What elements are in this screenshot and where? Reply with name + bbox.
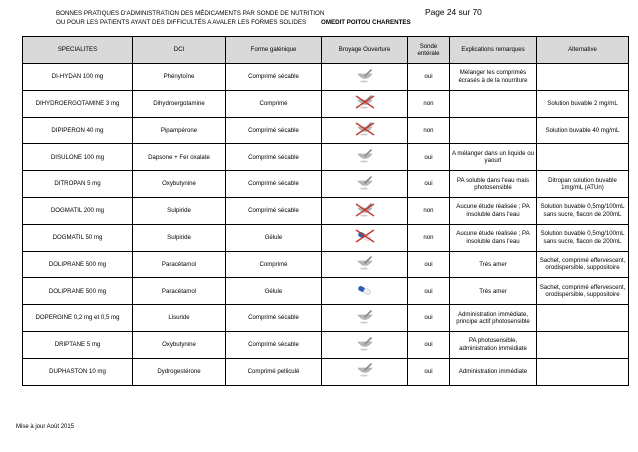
cell-broyage — [322, 331, 408, 358]
mortar-icon — [355, 363, 375, 379]
cell-forme: Comprimé pelliculé — [226, 358, 322, 385]
cell-specialite: DRIPTANE 5 mg — [23, 331, 133, 358]
table-row — [23, 305, 629, 332]
cell-alternative — [537, 144, 629, 171]
cell-specialite: DOGMATIL 50 mg — [23, 224, 133, 251]
cell-broyage — [322, 144, 408, 171]
crossed-mortar-icon — [355, 122, 375, 138]
cell-forme: Comprimé sécable — [226, 305, 322, 332]
table-header-row — [23, 37, 629, 64]
mortar-icon — [355, 149, 375, 165]
cell-explication — [450, 90, 537, 117]
cell-specialite: DOPERGINE 0,2 mg et 0,5 mg — [23, 305, 133, 332]
cell-specialite: DITROPAN 5 mg — [23, 171, 133, 198]
cell-alternative — [537, 64, 629, 91]
cell-broyage — [322, 358, 408, 385]
cell-sonde: non — [408, 90, 450, 117]
document-title-line-2: OU POUR LES PATIENTS AYANT DES DIFFICULTÉS A AVALER LES FORMES SOLIDES — [56, 19, 307, 26]
table-row — [23, 117, 629, 144]
cell-sonde: oui — [408, 64, 450, 91]
cell-explication: Très amer — [450, 251, 537, 278]
table-body — [23, 64, 629, 386]
cell-sonde: oui — [408, 278, 450, 305]
table-row — [23, 171, 629, 198]
cell-sonde: non — [408, 224, 450, 251]
column-header: DCI — [133, 37, 226, 64]
cell-forme: Gélule — [226, 224, 322, 251]
medication-table — [22, 36, 629, 386]
table-row — [23, 144, 629, 171]
cell-explication — [450, 117, 537, 144]
cell-specialite: DISULONE 100 mg — [23, 144, 133, 171]
table-row — [23, 64, 629, 91]
column-header: Forme galénique — [226, 37, 322, 64]
cell-broyage — [322, 90, 408, 117]
cell-alternative: Solution buvable 0,5mg/100mL sans sucre, flacon de 200mL — [537, 197, 629, 224]
cell-broyage — [322, 171, 408, 198]
cell-alternative — [537, 358, 629, 385]
cell-explication: Très amer — [450, 278, 537, 305]
cell-dci: Sulpiride — [133, 224, 226, 251]
cell-dci: Paracétamol — [133, 251, 226, 278]
crossed-mortar-icon — [355, 95, 375, 111]
cell-broyage — [322, 197, 408, 224]
cell-explication: Aucune étude réalisée ; PA insoluble dans l'eau — [450, 224, 537, 251]
cell-sonde: non — [408, 117, 450, 144]
cell-forme: Comprimé sécable — [226, 144, 322, 171]
cell-specialite: DUPHASTON 10 mg — [23, 358, 133, 385]
mortar-icon — [355, 176, 375, 192]
cell-explication: Mélanger les comprimés écrasés à de la nourriture — [450, 64, 537, 91]
cell-forme: Comprimé sécable — [226, 171, 322, 198]
cell-specialite: DOGMATIL 200 mg — [23, 197, 133, 224]
cell-dci: Dydrogestérone — [133, 358, 226, 385]
cell-broyage — [322, 251, 408, 278]
table-row — [23, 197, 629, 224]
column-header: Sonde entérale — [408, 37, 450, 64]
crossed-mortar-icon — [355, 203, 375, 219]
cell-explication: Aucune étude réalisée ; PA insoluble dans l'eau — [450, 197, 537, 224]
cell-sonde: oui — [408, 305, 450, 332]
cell-sonde: oui — [408, 358, 450, 385]
table-row — [23, 90, 629, 117]
cell-explication: Administration immédiate — [450, 358, 537, 385]
cell-dci: Dihydroergotamine — [133, 90, 226, 117]
table-row — [23, 224, 629, 251]
cell-specialite: DI-HYDAN 100 mg — [23, 64, 133, 91]
cell-broyage — [322, 305, 408, 332]
cell-alternative: Solution buvable 0,5mg/100mL sans sucre, flacon de 200mL — [537, 224, 629, 251]
cell-forme: Comprimé — [226, 90, 322, 117]
document-title-line-1: BONNES PRATIQUES D'ADMINISTRATION DES MÉDICAMENTS PAR SONDE DE NUTRITION — [56, 10, 325, 17]
cell-specialite: DOLIPRANE 500 mg — [23, 278, 133, 305]
cell-alternative: Solution buvable 40 mg/mL — [537, 117, 629, 144]
cell-dci: Sulpiride — [133, 197, 226, 224]
cell-alternative: Sachet, comprimé effervescent, orodispersible, suppositoire — [537, 251, 629, 278]
cell-alternative: Ditropan solution buvable 1mg/mL (ATUn) — [537, 171, 629, 198]
cell-dci: Paracétamol — [133, 278, 226, 305]
cell-dci: Oxybutynine — [133, 171, 226, 198]
organization-name: OMEDIT POITOU CHARENTES — [321, 19, 411, 26]
page-number: Page 24 sur 70 — [425, 7, 482, 17]
cell-broyage — [322, 117, 408, 144]
cell-forme: Gélule — [226, 278, 322, 305]
column-header: Broyage Ouverture — [322, 37, 408, 64]
cell-sonde: oui — [408, 251, 450, 278]
cell-broyage — [322, 278, 408, 305]
cell-alternative — [537, 305, 629, 332]
column-header: Explications remarques — [450, 37, 537, 64]
cell-sonde: non — [408, 197, 450, 224]
crossed-capsule-icon — [355, 229, 375, 245]
cell-dci: Lisuride — [133, 305, 226, 332]
cell-alternative: Solution buvable 2 mg/mL — [537, 90, 629, 117]
cell-dci: Pipampérone — [133, 117, 226, 144]
mortar-icon — [355, 69, 375, 85]
footer-update-date: Mise à jour Août 2015 — [16, 424, 75, 430]
cell-dci: Phénytoïne — [133, 64, 226, 91]
cell-forme: Comprimé sécable — [226, 64, 322, 91]
cell-dci: Oxybutynine — [133, 331, 226, 358]
cell-sonde: oui — [408, 331, 450, 358]
cell-explication: A mélanger dans un liquide ou yaourt — [450, 144, 537, 171]
cell-alternative — [537, 331, 629, 358]
column-header: SPECIALITES — [23, 37, 133, 64]
cell-forme: Comprimé — [226, 251, 322, 278]
cell-broyage — [322, 224, 408, 251]
cell-explication: PA soluble dans l'eau mais photosensible — [450, 171, 537, 198]
cell-specialite: DIHYDROERGOTAMINE 3 mg — [23, 90, 133, 117]
mortar-icon — [355, 337, 375, 353]
cell-dci: Dapsone + Fer oxalate — [133, 144, 226, 171]
cell-sonde: oui — [408, 144, 450, 171]
cell-forme: Comprimé sécable — [226, 331, 322, 358]
cell-specialite: DIPIPERON 40 mg — [23, 117, 133, 144]
capsule-icon — [355, 283, 375, 299]
cell-forme: Comprimé sécable — [226, 117, 322, 144]
table-row — [23, 331, 629, 358]
column-header: Alternative — [537, 37, 629, 64]
table-row — [23, 278, 629, 305]
mortar-icon — [355, 310, 375, 326]
cell-explication: PA photosensible, administration immédiate — [450, 331, 537, 358]
cell-sonde: oui — [408, 171, 450, 198]
table-row — [23, 358, 629, 385]
cell-specialite: DOLIPRANE 500 mg — [23, 251, 133, 278]
cell-forme: Comprimé sécable — [226, 197, 322, 224]
mortar-icon — [355, 256, 375, 272]
cell-alternative: Sachet, comprimé effervescent, orodispersible, suppositoire — [537, 278, 629, 305]
cell-explication: Administration immédiate, principe actif photosensible — [450, 305, 537, 332]
table-row — [23, 251, 629, 278]
cell-broyage — [322, 64, 408, 91]
